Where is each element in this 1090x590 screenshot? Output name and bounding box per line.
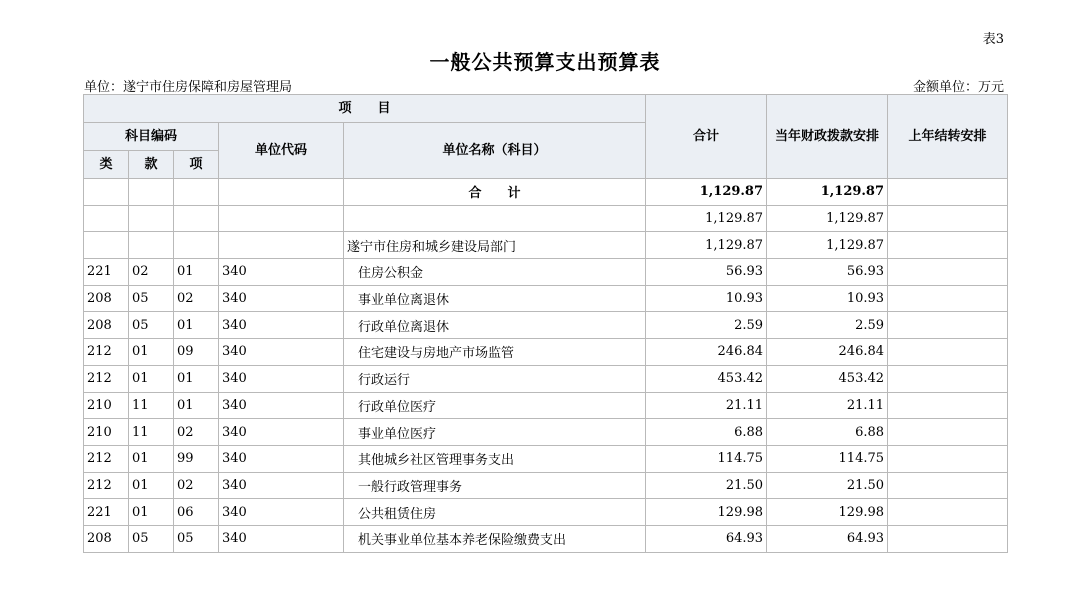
unit-label: 单位：遂宁市住房保障和房屋管理局 — [84, 80, 293, 95]
cell-current-year: 21.11 — [767, 392, 888, 419]
table-number: 表3 — [982, 32, 1004, 47]
cell-last-year — [888, 419, 1008, 446]
cell-current-year: 1,129.87 — [767, 232, 888, 259]
table-row — [84, 392, 1008, 419]
cell-current-year: 21.50 — [767, 472, 888, 499]
cell-unit-name: 住房公积金 — [344, 259, 646, 286]
cell-kuan — [129, 232, 174, 259]
cell-current-year: 2.59 — [767, 312, 888, 339]
cell-unit-name: 机关事业单位基本养老保险缴费支出 — [344, 525, 646, 552]
cell-lei — [84, 205, 129, 232]
cell-unit-name: 事业单位医疗 — [344, 419, 646, 446]
table-body — [84, 179, 1008, 553]
cell-unit-code: 340 — [219, 312, 344, 339]
cell-kuan: 01 — [129, 339, 174, 366]
cell-kuan: 01 — [129, 365, 174, 392]
header-last-year: 上年结转安排 — [888, 95, 1008, 179]
cell-current-year: 114.75 — [767, 445, 888, 472]
cell-last-year — [888, 232, 1008, 259]
cell-current-year: 129.98 — [767, 499, 888, 526]
cell-total: 56.93 — [646, 259, 767, 286]
cell-total: 453.42 — [646, 365, 767, 392]
cell-last-year — [888, 339, 1008, 366]
cell-xiang: 01 — [174, 312, 219, 339]
cell-xiang: 06 — [174, 499, 219, 526]
header-kuan: 款 — [129, 151, 174, 179]
cell-current-year: 1,129.87 — [767, 205, 888, 232]
cell-kuan: 11 — [129, 419, 174, 446]
cell-current-year: 64.93 — [767, 525, 888, 552]
cell-unit-name: 住宅建设与房地产市场监管 — [344, 339, 646, 366]
cell-unit-name: 合 计 — [344, 179, 646, 206]
cell-current-year: 56.93 — [767, 259, 888, 286]
cell-lei: 210 — [84, 392, 129, 419]
cell-unit-name: 公共租赁住房 — [344, 499, 646, 526]
cell-lei — [84, 179, 129, 206]
cell-current-year: 1,129.87 — [767, 179, 888, 206]
cell-unit-code: 340 — [219, 525, 344, 552]
cell-lei: 212 — [84, 365, 129, 392]
cell-xiang: 02 — [174, 285, 219, 312]
cell-unit-code: 340 — [219, 392, 344, 419]
cell-xiang: 05 — [174, 525, 219, 552]
cell-unit-code: 340 — [219, 285, 344, 312]
page-title: 一般公共预算支出预算表 — [429, 50, 661, 74]
header-lei: 类 — [84, 151, 129, 179]
cell-total: 21.11 — [646, 392, 767, 419]
cell-last-year — [888, 205, 1008, 232]
cell-last-year — [888, 285, 1008, 312]
header-xiang: 项 — [174, 151, 219, 179]
header-project: 项 目 — [84, 95, 646, 123]
table-row — [84, 472, 1008, 499]
cell-last-year — [888, 525, 1008, 552]
cell-unit-code: 340 — [219, 339, 344, 366]
table-row — [84, 259, 1008, 286]
cell-kuan: 01 — [129, 472, 174, 499]
cell-lei: 212 — [84, 445, 129, 472]
cell-unit-code: 340 — [219, 259, 344, 286]
table-row — [84, 205, 1008, 232]
cell-current-year: 246.84 — [767, 339, 888, 366]
cell-unit-name: 行政单位离退休 — [344, 312, 646, 339]
cell-total: 129.98 — [646, 499, 767, 526]
cell-lei: 221 — [84, 499, 129, 526]
cell-last-year — [888, 259, 1008, 286]
cell-lei: 208 — [84, 312, 129, 339]
cell-kuan: 05 — [129, 525, 174, 552]
cell-xiang — [174, 179, 219, 206]
table-row — [84, 232, 1008, 259]
cell-last-year — [888, 365, 1008, 392]
table-row — [84, 525, 1008, 552]
cell-total: 64.93 — [646, 525, 767, 552]
header-total: 合计 — [646, 95, 767, 179]
cell-current-year: 6.88 — [767, 419, 888, 446]
cell-current-year: 10.93 — [767, 285, 888, 312]
header-unit-name: 单位名称（科目） — [344, 123, 646, 179]
cell-unit-name — [344, 205, 646, 232]
cell-total: 6.88 — [646, 419, 767, 446]
cell-unit-name: 遂宁市住房和城乡建设局部门 — [344, 232, 646, 259]
cell-current-year: 453.42 — [767, 365, 888, 392]
cell-total: 2.59 — [646, 312, 767, 339]
cell-xiang: 02 — [174, 472, 219, 499]
cell-kuan — [129, 205, 174, 232]
cell-lei — [84, 232, 129, 259]
cell-lei: 210 — [84, 419, 129, 446]
cell-lei: 212 — [84, 472, 129, 499]
cell-unit-name: 行政单位医疗 — [344, 392, 646, 419]
cell-kuan: 02 — [129, 259, 174, 286]
cell-xiang: 01 — [174, 365, 219, 392]
cell-unit-name: 一般行政管理事务 — [344, 472, 646, 499]
cell-last-year — [888, 472, 1008, 499]
cell-total: 21.50 — [646, 472, 767, 499]
cell-unit-code: 340 — [219, 445, 344, 472]
cell-last-year — [888, 392, 1008, 419]
table-header — [84, 95, 1008, 179]
cell-kuan — [129, 179, 174, 206]
cell-xiang: 09 — [174, 339, 219, 366]
cell-xiang: 01 — [174, 392, 219, 419]
cell-last-year — [888, 312, 1008, 339]
cell-unit-name: 事业单位离退休 — [344, 285, 646, 312]
table-row — [84, 339, 1008, 366]
header-subject-code: 科目编码 — [84, 123, 219, 151]
cell-kuan: 05 — [129, 312, 174, 339]
table-row — [84, 445, 1008, 472]
budget-table — [83, 94, 1008, 553]
cell-xiang: 01 — [174, 259, 219, 286]
cell-unit-code: 340 — [219, 365, 344, 392]
cell-xiang: 02 — [174, 419, 219, 446]
cell-total: 114.75 — [646, 445, 767, 472]
cell-kuan: 01 — [129, 445, 174, 472]
cell-unit-code: 340 — [219, 472, 344, 499]
cell-lei: 208 — [84, 525, 129, 552]
cell-total: 1,129.87 — [646, 205, 767, 232]
cell-unit-code — [219, 179, 344, 206]
cell-kuan: 11 — [129, 392, 174, 419]
cell-unit-name: 其他城乡社区管理事务支出 — [344, 445, 646, 472]
cell-total: 10.93 — [646, 285, 767, 312]
cell-last-year — [888, 179, 1008, 206]
cell-last-year — [888, 499, 1008, 526]
cell-lei: 208 — [84, 285, 129, 312]
table-row — [84, 499, 1008, 526]
header-unit-code: 单位代码 — [219, 123, 344, 179]
cell-total: 246.84 — [646, 339, 767, 366]
cell-last-year — [888, 445, 1008, 472]
cell-unit-code: 340 — [219, 419, 344, 446]
cell-unit-code: 340 — [219, 499, 344, 526]
cell-kuan: 05 — [129, 285, 174, 312]
cell-kuan: 01 — [129, 499, 174, 526]
cell-xiang — [174, 205, 219, 232]
table-row — [84, 419, 1008, 446]
cell-xiang — [174, 232, 219, 259]
table-row — [84, 312, 1008, 339]
cell-xiang: 99 — [174, 445, 219, 472]
cell-unit-name: 行政运行 — [344, 365, 646, 392]
table-row — [84, 285, 1008, 312]
cell-unit-code — [219, 232, 344, 259]
cell-lei: 221 — [84, 259, 129, 286]
table-row — [84, 365, 1008, 392]
cell-total: 1,129.87 — [646, 179, 767, 206]
cell-unit-code — [219, 205, 344, 232]
header-current-year: 当年财政拨款安排 — [767, 95, 888, 179]
cell-lei: 212 — [84, 339, 129, 366]
amount-unit-label: 金额单位：万元 — [912, 80, 1004, 95]
table-row — [84, 179, 1008, 206]
cell-total: 1,129.87 — [646, 232, 767, 259]
